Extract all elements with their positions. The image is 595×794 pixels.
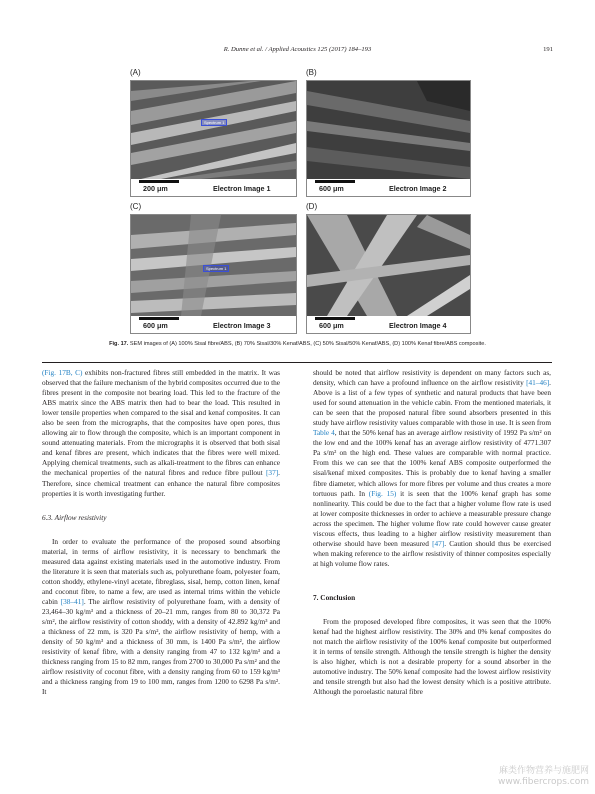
ref-41-46-link[interactable]: [41–46] xyxy=(526,378,550,388)
scale-bar-a xyxy=(139,180,179,183)
section-heading-6-3: 6.3. Airflow resistivity xyxy=(42,512,107,522)
section-divider xyxy=(42,362,552,363)
ref-47-link[interactable]: [47] xyxy=(432,538,445,548)
site-watermark: 麻类作物营养与施肥网 www.fibercrops.com xyxy=(498,766,589,787)
ref-37-link[interactable]: [37] xyxy=(266,468,279,478)
table-4-link[interactable]: Table 4 xyxy=(313,428,335,438)
panel-label-a: (A) xyxy=(130,68,141,77)
figure-caption-label: Fig. 17. xyxy=(109,341,129,347)
sem-info-strip-c xyxy=(131,316,296,333)
fig-17-link[interactable]: (Fig. 17B, C) xyxy=(42,368,83,377)
figure-caption-text: SEM images of (A) 100% Sisal fibre/ABS, (B) 70% Sisal/30% Kenaf/ABS, (C) 50% Sisal/50% Kenaf/ABS, (D) 100% Kenaf fibre/ABS composite. xyxy=(129,341,486,347)
panel-label-b: (B) xyxy=(306,68,317,77)
sem-micrograph-a xyxy=(131,81,296,179)
sem-info-strip-b xyxy=(307,179,470,196)
journal-citation: R. Dunne et al. / Applied Acoustics 125 (2017) 184–193 xyxy=(223,46,372,53)
scale-bar-b xyxy=(315,180,355,183)
sem-micrograph-d xyxy=(307,215,470,316)
sem-micrograph-b xyxy=(307,81,470,179)
fig-15-link[interactable]: (Fig. 15) xyxy=(368,488,397,498)
left-paragraph-1: (Fig. 17B, C) exhibits non-fractured fibres still embedded in the matrix. It was observed that the failure mechanism of the hybrid composites occurred due to the fibres present in the composite not bearing load. This led to the fracture of the ABS matrix since the ABS matrix then had to bear the load. This resulted in lower tensile properties when compared to the sisal and kenaf composites. It can also be seen from the micrographs, that the composites have open pores, thus allowing air to flow through the composite, which is an important component in sound attenuating materials. From the micrographs it is observed that both sisal and kenaf fibres are present, which indicates that the fibres were well mixed. Applying chemical treatments, such as alkali-treatment to the fibres can enhance the mechanical properties of the natural fibres and reduce fibre pullout [37]. Therefore, since chemical treatment can enhance the natural fibre composites properties it is worth investigating further. xyxy=(42,368,281,498)
scale-bar-c xyxy=(139,317,179,320)
right-column xyxy=(313,368,551,697)
panel-label-d: (D) xyxy=(306,202,318,211)
sem-info-strip-d xyxy=(307,316,470,333)
scale-bar-d xyxy=(315,317,355,320)
scale-label-c: 600 μm xyxy=(143,321,168,330)
section-heading-7: 7. Conclusion xyxy=(313,592,356,602)
panel-label-c: (C) xyxy=(130,202,142,211)
ref-38-41-link[interactable]: [38–41] xyxy=(60,596,84,606)
electron-image-label-b: Electron Image 2 xyxy=(389,184,447,193)
spectrum-marker-a: Spectrum 1 xyxy=(201,119,227,126)
figure-caption xyxy=(0,341,595,347)
sem-image-a xyxy=(130,80,297,197)
page-number: 191 xyxy=(543,46,553,53)
electron-image-label-c: Electron Image 3 xyxy=(213,321,271,330)
sem-image-b xyxy=(306,80,471,197)
left-paragraph-2: In order to evaluate the performance of the proposed sound absorbing material, in terms of airflow resistivity, it is necessary to benchmark the measured data against existing materials used in the automotive industry. From the literature it is seen that materials such as, polyurethane foam, polyester foam, cotton shoddy, ethylene-vinyl acetate, fibreglass, sisal, hemp, cotton linen, kenaf and coconut fibre, to name a few, are used as internal trims within the vehicle cabin [38–41]. The airflow resistivity of polyurethane foam, with a density of 23,464–30 kg/m³ and a thickness of 20–21 mm, ranges from 80 to 30,372 Pa s/m², the airflow resistivity of cotton shoddy, with a density of 42.892 kg/m³ and a thickness of 22 mm, is 320 Pa s/m², the airflow resistivity of hemp, with a density of 50 kg/m³ and a thickness of 30 mm, is 1400 Pa s/m², the airflow resistivity of kenaf fibre, with a density ranging from 47 to 132 kg/m³ and a thickness ranging from 15 to 82 mm, ranges from 2700 to 30,000 Pa s/m² and the airflow resistivity of coconut fibre, with a density ranging from 60 to 159 kg/m³ and a thickness ranging from 19 to 100 mm, ranges from 1200 to 6298 Pa s/m². It xyxy=(42,536,280,697)
sem-image-c xyxy=(130,214,297,334)
right-paragraph-1: should be noted that airflow resistivity is dependent on many factors such as, density, which can have a profound influence on the airflow resistivity [41–46]. Above is a list of a few types of synthetic and natural products that have been used for sound attenuation in the vehicle cabin. From the mentioned materials, it can be seen that the proposed natural fibre sound absorbers presented in this study have airflow resistivity values comparable with those in use. It is seen from Table 4, that the 50% kenaf has an average airflow resistivity of 1992 Pa s/m² on the low end and the 100% kenaf has an average airflow resistivity of 4771.307 Pa s/m² on the high end. These values are comparable with normal practice. From this we can see that the 100% kenaf ABS composite outperformed the sisal/kenaf mixed composites. This is probably due to kenaf having a smaller fibre diameter, which allows for more fibres per volume and thus creates a more tortuous path. In (Fig. 15) it is seen that the 100% kenaf graph has some nonlinearity. This could be due to the fact that a higher volume flow rate is used at lower composite thicknesses in order to achieve a measurable pressure change across the specimen. The higher volume flow rate could however cause greater viscous effects, thus leading to a higher airflow resistivity measurement than otherwise should have been measured [47]. Caution should thus be exercised when making reference to the airflow resistivity of thinner composites especially at high volume flow rates. xyxy=(313,368,551,568)
running-header xyxy=(0,46,595,58)
left-column xyxy=(42,368,280,697)
electron-image-label-d: Electron Image 4 xyxy=(389,321,447,330)
sem-info-strip-a xyxy=(131,179,296,196)
scale-label-a: 200 μm xyxy=(143,184,168,193)
scale-label-b: 600 μm xyxy=(319,184,344,193)
scale-label-d: 600 μm xyxy=(319,321,344,330)
right-paragraph-2: From the proposed developed fibre composites, it was seen that the 100% kenaf had the highest airflow resistivity. The 30% and 0% kenaf composites do not match the airflow resistivity of the 100% kenaf composite but outperformed it in terms of tensile strength. Although the tensile strength is higher the density is also higher, which is not a desirable property for a sound absorber in the automotive industry. The 50% kenaf composite had the lowest airflow resistivity and tensile strength but also had the lowest density which is a positive attribute. Although the poroelastic natural fibre xyxy=(313,616,551,697)
spectrum-marker-c: Spectrum 1 xyxy=(203,265,229,272)
electron-image-label-a: Electron Image 1 xyxy=(213,184,271,193)
sem-image-d xyxy=(306,214,471,334)
